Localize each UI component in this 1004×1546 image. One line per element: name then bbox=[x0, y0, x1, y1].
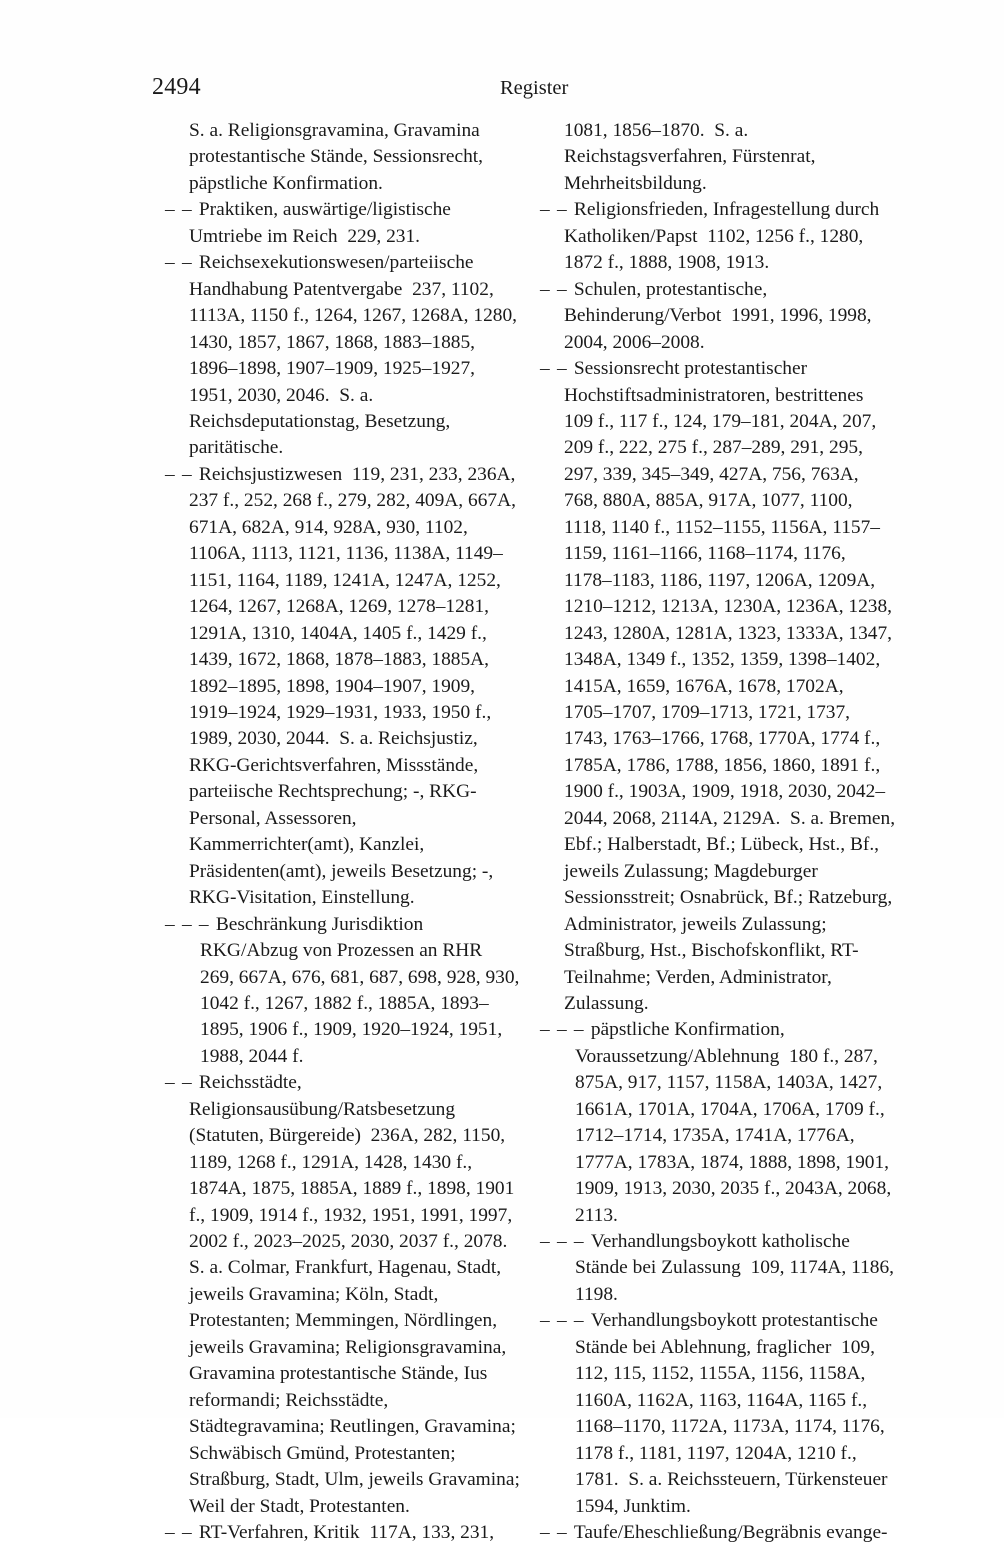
index-entry bbox=[540, 197, 896, 276]
index-entry bbox=[540, 1229, 899, 1308]
index-entry bbox=[165, 1070, 525, 1520]
index-entry bbox=[165, 118, 521, 197]
index-entry bbox=[540, 118, 896, 197]
entry-text: Sessionsrecht protestantischer Hochstiftsadministratoren, bestrittenes 109 f., 117 f., 124, 179–181, 204A, 207, 209 f., 222, 275 f., 287–289, 291, 295, 297, 339, 345–349, 427A, 756, 763A, 768, 880A, 885A, 917A, 1077, 1100, 1118, 1140 f., 1152–1155, 1156A, 1157–1159, 1161–1166, 1168–1174, 1176, 1178–1183, 1186, 1197, 1206A, 1209A, 1210–1212, 1213A, 1230A, 1236A, 1238, 1243, 1280A, 1281A, 1323, 1333A, 1347, 1348A, 1349 f., 1352, 1359, 1398–1402, 1415A, 1659, 1676A, 1678, 1702A, 1705–1707, 1709–1713, 1721, 1737, 1743, 1763–1766, 1768, 1770A, 1774 f., 1785A, 1786, 1788, 1856, 1860, 1891 f., 1900 f., 1903A, 1909, 1918, 2030, 2042–2044, 2068, 2114A, 2129A. S. a. Bremen, Ebf.; Halberstadt, Bf.; Lübeck, Hst., Bf., jeweils Zulassung; Magdeburger Sessionsstreit; Osnabrück, Bf.; Ratzeburg, Administrator, jeweils Zulassung; Straßburg, Hst., Bischofskonflikt, RT-Teilnahme; Verden, Administrator, Zulassung. bbox=[564, 358, 900, 1014]
index-column-right bbox=[540, 118, 900, 1546]
index-entry bbox=[540, 1520, 896, 1546]
entry-text: Taufe/Eheschließung/Begräbnis evange- bbox=[573, 1522, 888, 1544]
entry-dash-marker: – – bbox=[165, 463, 199, 485]
entry-text: RT-Verfahren, Kritik 117A, 133, 231, bbox=[198, 1522, 495, 1544]
index-entry bbox=[540, 356, 900, 1017]
entry-dash-marker: – – – bbox=[540, 1310, 591, 1332]
entry-dash-marker: – – bbox=[540, 1522, 574, 1544]
entry-text: S. a. Religionsgravamina, Gravamina protestantische Stände, Sessionsrecht, päpstliche Konfirmation. bbox=[189, 120, 488, 194]
entry-dash-marker: – – bbox=[540, 278, 574, 300]
index-entry bbox=[540, 1308, 896, 1520]
index-entry bbox=[540, 277, 896, 356]
entry-text: Reichsstädte, Religionsausübung/Ratsbesetzung (Statuten, Bürgereide) 236A, 282, 1150, 1189, 1268 f., 1291A, 1428, 1430 f., 1874A, 1875, 1885A, 1889 f., 1898, 1901 f., 1909, 1914 f., 1932, 1951, 1991, 1997, 2002 f., 2023–2025, 2030, 2037 f., 2078. S. a. Colmar, Frankfurt, Hagenau, Stadt, jeweils Gravamina; Köln, Stadt, Protestanten; Memmingen, Nördlingen, jeweils Gravamina; Religionsgravamina, Gravamina protestantische Stände, Ius reformandi; Reichsstädte, Städtegravamina; Reutlingen, Gravamina; Schwäbisch Gmünd, Protestanten; Straßburg, Stadt, Ulm, jeweils Gravamina; Weil der Stadt, Protestanten. bbox=[189, 1072, 525, 1517]
entry-text: Verhandlungsboykott protestantische Stände bei Ablehnung, fraglicher 109, 112, 115, 1152, 1155A, 1156, 1158A, 1160A, 1162A, 1163, 1164A, 1165 f., 1168–1170, 1172A, 1173A, 1174, 1176, 1178 f., 1181, 1197, 1204A, 1210 f., 1781. S. a. Reichssteuern, Türkensteuer 1594, Junktim. bbox=[575, 1310, 893, 1517]
entry-text: Reichsjustizwesen 119, 231, 233, 236A, 237 f., 252, 268 f., 279, 282, 409A, 667A, 671A, 682A, 914, 928A, 930, 1102, 1106A, 1113, 1121, 1136, 1138A, 1149–1151, 1164, 1189, 1241A, 1247A, 1252, 1264, 1267, 1268A, 1269, 1278–1281, 1291A, 1310, 1404A, 1405 f., 1429 f., 1439, 1672, 1868, 1878–1883, 1885A, 1892–1895, 1898, 1904–1907, 1909, 1919–1924, 1929–1931, 1933, 1950 f., 1989, 2030, 2044. S. a. Reichsjustiz, RKG-Gerichtsverfahren, Missstände, parteiische Rechtsprechung; -, RKG-Personal, Assessoren, Kammerrichter(amt), Kanzlei, Präsidenten(amt), jeweils Besetzung; -, RKG-Visitation, Einstellung. bbox=[189, 463, 521, 909]
entry-text: 1081, 1856–1870. S. a. Reichstagsverfahren, Fürstenrat, Mehrheitsbildung. bbox=[564, 120, 821, 194]
running-head bbox=[152, 72, 852, 102]
page-number: 2494 bbox=[152, 74, 201, 100]
index-entry bbox=[540, 1017, 896, 1229]
entry-dash-marker: – – bbox=[165, 199, 199, 221]
running-title: Register bbox=[500, 77, 569, 99]
entry-text: Religionsfrieden, Infragestellung durch Katholiken/Papst 1102, 1256 f., 1280, 1872 f., 1888, 1908, 1913. bbox=[564, 199, 885, 274]
entry-dash-marker: – – bbox=[165, 1522, 199, 1544]
entry-text: Schulen, protestantische, Behinderung/Verbot 1991, 1996, 1998, 2004, 2006–2008. bbox=[564, 278, 877, 353]
entry-dash-marker: – – – bbox=[540, 1019, 591, 1041]
index-entry bbox=[165, 250, 521, 462]
entry-dash-marker: – – – bbox=[165, 913, 216, 935]
entry-text: Beschränkung Jurisdiktion RKG/Abzug von Prozessen an RHR 269, 667A, 676, 681, 687, 698, 928, 930, 1042 f., 1267, 1882 f., 1885A, 1893–1895, 1906 f., 1909, 1920–1924, 1951, 1988, 2044 f. bbox=[200, 913, 525, 1067]
entry-dash-marker: – – bbox=[540, 358, 574, 380]
entry-dash-marker: – – – bbox=[540, 1231, 591, 1253]
entry-text: päpstliche Konfirmation, Voraussetzung/Ablehnung 180 f., 287, 875A, 917, 1157, 1158A, 1403A, 1427, 1661A, 1701A, 1704A, 1706A, 1709 f., 1712–1714, 1735A, 1741A, 1776A, 1777A, 1783A, 1874, 1888, 1898, 1901, 1909, 1913, 2030, 2035 f., 2043A, 2068, 2113. bbox=[575, 1019, 897, 1226]
index-column-left bbox=[165, 118, 525, 1546]
entry-text: Verhandlungsboykott katholische Stände bei Zulassung 109, 1174A, 1186, 1198. bbox=[575, 1231, 899, 1305]
entry-dash-marker: – – bbox=[165, 1072, 199, 1094]
index-entry bbox=[165, 912, 525, 1071]
index-entry bbox=[165, 197, 521, 250]
entry-text: Reichsexekutionswesen/parteiische Handhabung Patentvergabe 237, 1102, 1113A, 1150 f., 1264, 1267, 1268A, 1280, 1430, 1857, 1867, 1868, 1883–1885, 1896–1898, 1907–1909, 1925–1927, 1951, 2030, 2046. S. a. Reichsdeputationstag, Besetzung, paritätische. bbox=[189, 252, 522, 459]
index-entry bbox=[165, 1520, 521, 1546]
entry-dash-marker: – – bbox=[540, 199, 574, 221]
index-entry bbox=[165, 462, 521, 912]
entry-text: Praktiken, auswärtige/ligistische Umtriebe im Reich 229, 231. bbox=[189, 199, 456, 247]
entry-dash-marker: – – bbox=[165, 252, 199, 274]
